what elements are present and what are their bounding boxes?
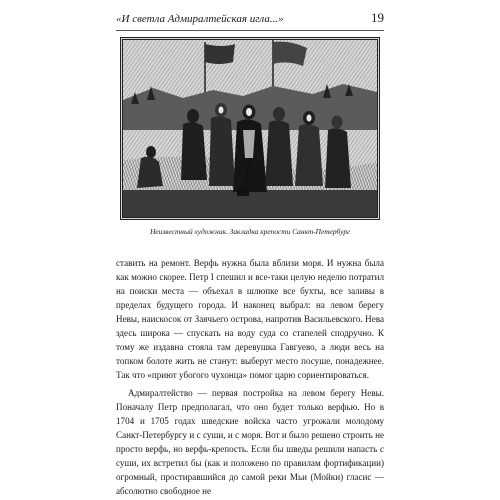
figure-caption: Неизвестный художник. Закладка крепости Санкт-Петербург bbox=[150, 227, 350, 236]
body-paragraph-1: ставить на ремонт. Верфь нужна была вблизи моря. И нужна была как можно скорее. Петр I спешил и все-таки целую неделю потратил на поиски места — объехал в шлюпке все бухты, все заливы в пределах будущего города. И наконец выбрал: на левом берегу Невы, наискосок от Заячьего острова, напротив Васильевского. Нева здесь широка — спускать на воду суда со стапелей сподручно. К тому же издавна стояла там деревушка Гавгуево, а люди весь на топком болоте жить не станут: выберут место посуше, понадежнее. Так что «приют убогого чухонца» помог царю сориентироваться. bbox=[116, 258, 384, 380]
running-head bbox=[116, 10, 384, 30]
running-title: «И светла Адмиралтейская игла...» bbox=[116, 13, 284, 25]
body-paragraph-2: Адмиралтейство — первая постройка на левом берегу Невы. Поначалу Петр предполагал, что оно будет только верфью. Но в 1704 и 1705 годах шведские войска часто угрожали молодому Санкт-Петербургу и с суши, и с моря. Вот и было решено строить не просто верфь, но верфь-крепость. Если бы шведы решили напасть с суши, их встретил бы (как и положено по правилам фортификации) огромный, простиравшийся до самой реки Мьи (Мойки) гласис — абсолютно свободное не bbox=[116, 388, 384, 496]
page-number: 19 bbox=[371, 10, 384, 25]
body-text bbox=[116, 256, 384, 498]
engraving-illustration bbox=[120, 37, 380, 220]
header-rule bbox=[116, 30, 384, 31]
